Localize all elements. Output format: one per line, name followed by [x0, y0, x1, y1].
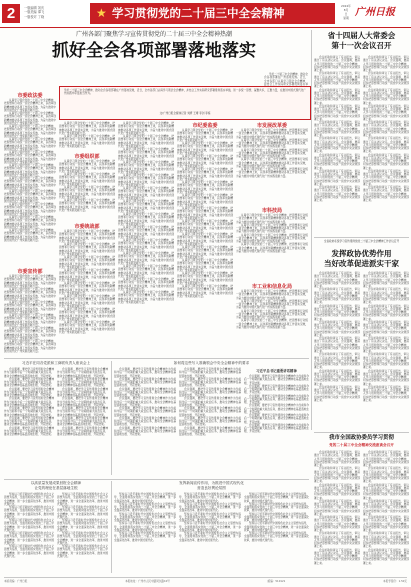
lead-col2-b: 认真学习领会党的二十届三中全会精神，把思想和行动统一到全会精神上来，以改革创新精神推动各项工作落实见效，为奋力推进中国式现代化广州实践贡献力量。 认真学习领会党的二十届三中全会精神，把思想和行动统一到全会精神上来，以改革创新精神推动各项工作落实见效，为奋力推进中国式现代化广州实践贡献力量。 认真学习领会党的二十届三中全会精神，把思想和行动统一到全会精神上来，以改革创新精神推动各项工作落实见效，为奋力推进中国式现代化广州实践贡献力量。 认真学习领会党的二十届三中全会精神，把思想和行动统一到全会精神上来，以改革创新精神推动各项工作落实见效，为奋力推进中国式现代化广州实践贡献力量。 [59, 160, 115, 212]
right-bottom-subhead: 党的二十届三中全会精神交流座谈会召开 [329, 443, 394, 447]
lead-sub-5: 市纪委监委 [192, 123, 218, 129]
middle-band-rule [4, 358, 309, 359]
header-rule [0, 27, 411, 28]
editor-notes: 一版编辑 刘庆 一版美编 谭飞 一版校对 丁晓 [24, 6, 45, 19]
right-bottom-headline: 我市全国政协委员学习贯彻 [329, 435, 394, 441]
lead-byline: 文/广州日报全媒体记者 刘妍 王靖 李剑 李栋 [159, 112, 211, 115]
bottom-band-rule [4, 479, 309, 480]
lead-intro-text: 学好二十届三中全会精神，推动全会各项部署在广州落地见效，近日，全市各部门认真学习领会全会精神，并结合工作实际研究部署贯彻落实举措，进一步统一思想、凝聚共识、汇聚力量，在推进中国式现代化广州实践中彰显担当作为。 [64, 89, 306, 96]
lead-col1-b: 认真学习领会党的二十届三中全会精神，把思想和行动统一到全会精神上来，以改革创新精神推动各项工作落实见效，为奋力推进中国式现代化广州实践贡献力量。 认真学习领会党的二十届三中全会精神，把思想和行动统一到全会精神上来，以改革创新精神推动各项工作落实见效，为奋力推进中国式现代化广州实践贡献力量。 认真学习领会党的二十届三中全会精神，把思想和行动统一到全会精神上来，以改革创新精神推动各项工作落实见效，为奋力推进中国式现代化广州实践贡献力量。 认真学习领会党的二十届三中全会精神，把思想和行动统一到全会精神上来，以改革创新精神推动各项工作落实见效，为奋力推进中国式现代化广州实践贡献力量。 认真学习领会党的二十届三中全会精神，把思想和行动统一到全会精神上来，以改革创新精神推动各项工作落实见效，为奋力推进中国式现代化广州实践贡献力量。 认真学习领会党的二十届三中全会精神，把思想和行动统一到全会精神上来，以改革创新精神推动各项工作落实见效，为奋力推进中国式现代化广州实践贡献力量。 [4, 275, 56, 353]
date-box: 2024年 8月 日 星期 [341, 4, 351, 20]
lead-col2: 认真学习领会党的二十届三中全会精神，把思想和行动统一到全会精神上来，以改革创新精神推动各项工作落实见效，为奋力推进中国式现代化广州实践贡献力量。 认真学习领会党的二十届三中全会精神，把思想和行动统一到全会精神上来，以改革创新精神推动各项工作落实见效，为奋力推进中国式现代化广州实践贡献力量。 [59, 122, 115, 148]
right-bottom-body-2: 会议听取和审议了有关报告，审议通过了有关决议决定。会议强调，要深入学习贯彻党的二十届三中全会精神，切实把思想和行动统一到党中央决策部署上来。 会议听取和审议了有关报告，审议通过了有关决议决定。会议强调，要深入学习贯彻党的二十届三中全会精神，切实把思想和行动统一到党中央决策部署上来。 会议听取和审议了有关报告，审议通过了有关决议决定。会议强调，要深入学习贯彻党的二十届三中全会精神，切实把思想和行动统一到党中央决策部署上来。 会议听取和审议了有关报告，审议通过了有关决议决定。会议强调，要深入学习贯彻党的二十届三中全会精神，切实把思想和行动统一到党中央决策部署上来。 会议听取和审议了有关报告，审议通过了有关决议决定。会议强调，要深入学习贯彻党的二十届三中全会精神，切实把思想和行动统一到党中央决策部署上来。 会议听取和审议了有关报告，审议通过了有关决议决定。会议强调，要深入学习贯彻党的二十届三中全会精神，切实把思想和行动统一到党中央决策部署上来。 会议听取和审议了有关报告，审议通过了有关决议决定。会议强调，要深入学习贯彻党的二十届三中全会精神，切实把思想和行动统一到党中央决策部署上来。 [363, 451, 409, 565]
lead-kicker: 广州各部门聚焦学习宣传贯彻党的二十届三中全会精神热潮 [75, 31, 232, 38]
right-top-body-2: 会议听取和审议了有关报告，审议通过了有关决议决定。会议强调，要深入学习贯彻党的二十届三中全会精神，切实把思想和行动统一到党中央决策部署上来。 会议听取和审议了有关报告，审议通过了有关决议决定。会议强调，要深入学习贯彻党的二十届三中全会精神，切实把思想和行动统一到党中央决策部署上来。 会议听取和审议了有关报告，审议通过了有关决议决定。会议强调，要深入学习贯彻党的二十届三中全会精神，切实把思想和行动统一到党中央决策部署上来。 会议听取和审议了有关报告，审议通过了有关决议决定。会议强调，要深入学习贯彻党的二十届三中全会精神，切实把思想和行动统一到党中央决策部署上来。 会议听取和审议了有关报告，审议通过了有关决议决定。会议强调，要深入学习贯彻党的二十届三中全会精神，切实把思想和行动统一到党中央决策部署上来。 会议听取和审议了有关报告，审议通过了有关决议决定。会议强调，要深入学习贯彻党的二十届三中全会精神，切实把思想和行动统一到党中央决策部署上来。 会议听取和审议了有关报告，审议通过了有关决议决定。会议强调，要深入学习贯彻党的二十届三中全会精神，切实把思想和行动统一到党中央决策部署上来。 会议听取和审议了有关报告，审议通过了有关决议决定。会议强调，要深入学习贯彻党的二十届三中全会精神，切实把思想和行动统一到党中央决策部署上来。 会议听取和审议了有关报告，审议通过了有关决议决定。会议强调，要深入学习贯彻党的二十届三中全会精神，切实把思想和行动统一到党中央决策部署上来。 [363, 56, 409, 202]
right-column-divider [311, 30, 312, 430]
right-divider-1 [314, 237, 409, 238]
lead-sub-2: 市委宣传部 [17, 269, 43, 275]
bottom-left-body-2: 坚持以习近平新时代中国特色社会主义思想为指导，全面贯彻落实党的二十届三中全会精神，进一步全面深化改革，推进中国式现代化。 坚持以习近平新时代中国特色社会主义思想为指导，全面贯彻落实党的二十届三中全会精神，进一步全面深化改革，推进中国式现代化。 坚持以习近平新时代中国特色社会主义思想为指导，全面贯彻落实党的二十届三中全会精神，进一步全面深化改革，推进中国式现代化。 坚持以习近平新时代中国特色社会主义思想为指导，全面贯彻落实党的二十届三中全会精神，进一步全面深化改革，推进中国式现代化。 坚持以习近平新时代中国特色社会主义思想为指导，全面贯彻落实党的二十届三中全会精神，进一步全面深化改革，推进中国式现代化。 [57, 493, 108, 558]
bottom-left-title: 以高质量发展成果回报全会精神 让党的理论在基层落地生根 [30, 481, 82, 490]
footer: 本版责编：广州日报 本报地址：广州市人民中路同乐路10号 邮编：510121 本报零售价：1.50元 [4, 580, 407, 583]
banner-title: 学习贯彻党的二十届三中全会精神 [112, 6, 285, 20]
page-number-box: 2 [2, 4, 20, 23]
lead-col1-a: 认真学习领会党的二十届三中全会精神，把思想和行动统一到全会精神上来，以改革创新精神推动各项工作落实见效，为奋力推进中国式现代化广州实践贡献力量。 认真学习领会党的二十届三中全会精神，把思想和行动统一到全会精神上来，以改革创新精神推动各项工作落实见效，为奋力推进中国式现代化广州实践贡献力量。 认真学习领会党的二十届三中全会精神，把思想和行动统一到全会精神上来，以改革创新精神推动各项工作落实见效，为奋力推进中国式现代化广州实践贡献力量。 认真学习领会党的二十届三中全会精神，把思想和行动统一到全会精神上来，以改革创新精神推动各项工作落实见效，为奋力推进中国式现代化广州实践贡献力量。 认真学习领会党的二十届三中全会精神，把思想和行动统一到全会精神上来，以改革创新精神推动各项工作落实见效，为奋力推进中国式现代化广州实践贡献力量。 认真学习领会党的二十届三中全会精神，把思想和行动统一到全会精神上来，以改革创新精神推动各项工作落实见效，为奋力推进中国式现代化广州实践贡献力量。 认真学习领会党的二十届三中全会精神，把思想和行动统一到全会精神上来，以改革创新精神推动各项工作落实见效，为奋力推进中国式现代化广州实践贡献力量。 认真学习领会党的二十届三中全会精神，把思想和行动统一到全会精神上来，以改革创新精神推动各项工作落实见效，为奋力推进中国式现代化广州实践贡献力量。 认真学习领会党的二十届三中全会精神，把思想和行动统一到全会精神上来，以改革创新精神推动各项工作落实见效，为奋力推进中国式现代化广州实践贡献力量。 认真学习领会党的二十届三中全会精神，把思想和行动统一到全会精神上来，以改革创新精神推动各项工作落实见效，为奋力推进中国式现代化广州实践贡献力量。 认真学习领会党的二十届三中全会精神，把思想和行动统一到全会精神上来，以改革创新精神推动各项工作落实见效，为奋力推进中国式现代化广州实践贡献力量。 [4, 99, 56, 242]
right-bottom-body-1: 会议听取和审议了有关报告，审议通过了有关决议决定。会议强调，要深入学习贯彻党的二十届三中全会精神，切实把思想和行动统一到党中央决策部署上来。 会议听取和审议了有关报告，审议通过了有关决议决定。会议强调，要深入学习贯彻党的二十届三中全会精神，切实把思想和行动统一到党中央决策部署上来。 会议听取和审议了有关报告，审议通过了有关决议决定。会议强调，要深入学习贯彻党的二十届三中全会精神，切实把思想和行动统一到党中央决策部署上来。 会议听取和审议了有关报告，审议通过了有关决议决定。会议强调，要深入学习贯彻党的二十届三中全会精神，切实把思想和行动统一到党中央决策部署上来。 会议听取和审议了有关报告，审议通过了有关决议决定。会议强调，要深入学习贯彻党的二十届三中全会精神，切实把思想和行动统一到党中央决策部署上来。 会议听取和审议了有关报告，审议通过了有关决议决定。会议强调，要深入学习贯彻党的二十届三中全会精神，切实把思想和行动统一到党中央决策部署上来。 会议听取和审议了有关报告，审议通过了有关决议决定。会议强调，要深入学习贯彻党的二十届三中全会精神，切实把思想和行动统一到党中央决策部署上来。 [314, 451, 360, 565]
lead-sub-6: 市发展改革委 [256, 123, 287, 129]
middle-center-body-2: 会议强调，要把学习宣传贯彻全会精神作为当前和今后一个时期的重大政治任务，推动全会精神在基层落地生根、开花结果。 会议强调，要把学习宣传贯彻全会精神作为当前和今后一个时期的重大政治任务，推动全会精神在基层落地生根、开花结果。 会议强调，要把学习宣传贯彻全会精神作为当前和今后一个时期的重大政治任务，推动全会精神在基层落地生根、开花结果。 会议强调，要把学习宣传贯彻全会精神作为当前和今后一个时期的重大政治任务，推动全会精神在基层落地生根、开花结果。 会议强调，要把学习宣传贯彻全会精神作为当前和今后一个时期的重大政治任务，推动全会精神在基层落地生根、开花结果。 会议强调，要把学习宣传贯彻全会精神作为当前和今后一个时期的重大政治任务，推动全会精神在基层落地生根、开花结果。 会议强调，要把学习宣传贯彻全会精神作为当前和今后一个时期的重大政治任务，推动全会精神在基层落地生根、开花结果。 [179, 368, 241, 436]
right-mid-subhead: 全省政协系统学习宣传贯彻党的二十届三中全会精神工作会议召开 [323, 240, 400, 243]
middle-center-body-3: 会议强调，要把学习宣传贯彻全会精神作为当前和今后一个时期的重大政治任务，推动全会精神在基层落地生根、开花结果。 会议强调，要把学习宣传贯彻全会精神作为当前和今后一个时期的重大政治任务，推动全会精神在基层落地生根、开花结果。 会议强调，要把学习宣传贯彻全会精神作为当前和今后一个时期的重大政治任务，推动全会精神在基层落地生根、开花结果。 会议强调，要把学习宣传贯彻全会精神作为当前和今后一个时期的重大政治任务，推动全会精神在基层落地生根、开花结果。 会议强调，要把学习宣传贯彻全会精神作为当前和今后一个时期的重大政治任务，推动全会精神在基层落地生根、开花结果。 会议强调，要把学习宣传贯彻全会精神作为当前和今后一个时期的重大政治任务，推动全会精神在基层落地生根、开花结果。 [244, 375, 309, 434]
right-mid-body-2: 会议听取和审议了有关报告，审议通过了有关决议决定。会议强调，要深入学习贯彻党的二十届三中全会精神，切实把思想和行动统一到党中央决策部署上来。 会议听取和审议了有关报告，审议通过了有关决议决定。会议强调，要深入学习贯彻党的二十届三中全会精神，切实把思想和行动统一到党中央决策部署上来。 会议听取和审议了有关报告，审议通过了有关决议决定。会议强调，要深入学习贯彻党的二十届三中全会精神，切实把思想和行动统一到党中央决策部署上来。 会议听取和审议了有关报告，审议通过了有关决议决定。会议强调，要深入学习贯彻党的二十届三中全会精神，切实把思想和行动统一到党中央决策部署上来。 会议听取和审议了有关报告，审议通过了有关决议决定。会议强调，要深入学习贯彻党的二十届三中全会精神，切实把思想和行动统一到党中央决策部署上来。 会议听取和审议了有关报告，审议通过了有关决议决定。会议强调，要深入学习贯彻党的二十届三中全会精神，切实把思想和行动统一到党中央决策部署上来。 会议听取和审议了有关报告，审议通过了有关决议决定。会议强调，要深入学习贯彻党的二十届三中全会精神，切实把思想和行动统一到党中央决策部署上来。 会议听取和审议了有关报告，审议通过了有关决议决定。会议强调，要深入学习贯彻党的二十届三中全会精神，切实把思想和行动统一到党中央决策部署上来。 [363, 272, 409, 402]
bottom-right-body-3: 坚持以习近平新时代中国特色社会主义思想为指导，全面贯彻落实党的二十届三中全会精神，进一步全面深化改革，推进中国式现代化。 坚持以习近平新时代中国特色社会主义思想为指导，全面贯彻落实党的二十届三中全会精神，进一步全面深化改革，推进中国式现代化。 坚持以习近平新时代中国特色社会主义思想为指导，全面贯彻落实党的二十届三中全会精神，进一步全面深化改革，推进中国式现代化。 坚持以习近平新时代中国特色社会主义思想为指导，全面贯彻落实党的二十届三中全会精神，进一步全面深化改革，推进中国式现代化。 坚持以习近平新时代中国特色社会主义思想为指导，全面贯彻落实党的二十届三中全会精神，进一步全面深化改革，推进中国式现代化。 [244, 493, 309, 542]
lead-col5: 认真学习领会党的二十届三中全会精神，把思想和行动统一到全会精神上来，以改革创新精神推动各项工作落实见效，为奋力推进中国式现代化广州实践贡献力量。 认真学习领会党的二十届三中全会精神，把思想和行动统一到全会精神上来，以改革创新精神推动各项工作落实见效，为奋力推进中国式现代化广州实践贡献力量。 认真学习领会党的二十届三中全会精神，把思想和行动统一到全会精神上来，以改革创新精神推动各项工作落实见效，为奋力推进中国式现代化广州实践贡献力量。 认真学习领会党的二十届三中全会精神，把思想和行动统一到全会精神上来，以改革创新精神推动各项工作落实见效，为奋力推进中国式现代化广州实践贡献力量。 认真学习领会党的二十届三中全会精神，把思想和行动统一到全会精神上来，以改革创新精神推动各项工作落实见效，为奋力推进中国式现代化广州实践贡献力量。 [236, 129, 308, 178]
middle-left-body-1: 会议强调，要把学习宣传贯彻全会精神作为当前和今后一个时期的重大政治任务，推动全会精神在基层落地生根、开花结果。 会议强调，要把学习宣传贯彻全会精神作为当前和今后一个时期的重大政治任务，推动全会精神在基层落地生根、开花结果。 会议强调，要把学习宣传贯彻全会精神作为当前和今后一个时期的重大政治任务，推动全会精神在基层落地生根、开花结果。 会议强调，要把学习宣传贯彻全会精神作为当前和今后一个时期的重大政治任务，推动全会精神在基层落地生根、开花结果。 会议强调，要把学习宣传贯彻全会精神作为当前和今后一个时期的重大政治任务，推动全会精神在基层落地生根、开花结果。 会议强调，要把学习宣传贯彻全会精神作为当前和今后一个时期的重大政治任务，推动全会精神在基层落地生根、开花结果。 会议强调，要把学习宣传贯彻全会精神作为当前和今后一个时期的重大政治任务，推动全会精神在基层落地生根、开花结果。 [4, 368, 54, 436]
bottom-right-body-2: 坚持以习近平新时代中国特色社会主义思想为指导，全面贯彻落实党的二十届三中全会精神，进一步全面深化改革，推进中国式现代化。 坚持以习近平新时代中国特色社会主义思想为指导，全面贯彻落实党的二十届三中全会精神，进一步全面深化改革，推进中国式现代化。 坚持以习近平新时代中国特色社会主义思想为指导，全面贯彻落实党的二十届三中全会精神，进一步全面深化改革，推进中国式现代化。 坚持以习近平新时代中国特色社会主义思想为指导，全面贯彻落实党的二十届三中全会精神，进一步全面深化改革，推进中国式现代化。 坚持以习近平新时代中国特色社会主义思想为指导，全面贯彻落实党的二十届三中全会精神，进一步全面深化改革，推进中国式现代化。 [179, 493, 241, 542]
middle-center-subhead: 习近平总书记重要讲话精神 [256, 369, 297, 373]
bottom-right-body-1: 坚持以习近平新时代中国特色社会主义思想为指导，全面贯彻落实党的二十届三中全会精神，进一步全面深化改革，推进中国式现代化。 坚持以习近平新时代中国特色社会主义思想为指导，全面贯彻落实党的二十届三中全会精神，进一步全面深化改革，推进中国式现代化。 坚持以习近平新时代中国特色社会主义思想为指导，全面贯彻落实党的二十届三中全会精神，进一步全面深化改革，推进中国式现代化。 坚持以习近平新时代中国特色社会主义思想为指导，全面贯彻落实党的二十届三中全会精神，进一步全面深化改革，推进中国式现代化。 坚持以习近平新时代中国特色社会主义思想为指导，全面贯彻落实党的二十届三中全会精神，进一步全面深化改革，推进中国式现代化。 [114, 493, 176, 542]
right-top-body-1: 会议听取和审议了有关报告，审议通过了有关决议决定。会议强调，要深入学习贯彻党的二十届三中全会精神，切实把思想和行动统一到党中央决策部署上来。 会议听取和审议了有关报告，审议通过了有关决议决定。会议强调，要深入学习贯彻党的二十届三中全会精神，切实把思想和行动统一到党中央决策部署上来。 会议听取和审议了有关报告，审议通过了有关决议决定。会议强调，要深入学习贯彻党的二十届三中全会精神，切实把思想和行动统一到党中央决策部署上来。 会议听取和审议了有关报告，审议通过了有关决议决定。会议强调，要深入学习贯彻党的二十届三中全会精神，切实把思想和行动统一到党中央决策部署上来。 会议听取和审议了有关报告，审议通过了有关决议决定。会议强调，要深入学习贯彻党的二十届三中全会精神，切实把思想和行动统一到党中央决策部署上来。 会议听取和审议了有关报告，审议通过了有关决议决定。会议强调，要深入学习贯彻党的二十届三中全会精神，切实把思想和行动统一到党中央决策部署上来。 会议听取和审议了有关报告，审议通过了有关决议决定。会议强调，要深入学习贯彻党的二十届三中全会精神，切实把思想和行动统一到党中央决策部署上来。 会议听取和审议了有关报告，审议通过了有关决议决定。会议强调，要深入学习贯彻党的二十届三中全会精神，切实把思想和行动统一到党中央决策部署上来。 会议听取和审议了有关报告，审议通过了有关决议决定。会议强调，要深入学习贯彻党的二十届三中全会精神，切实把思想和行动统一到党中央决策部署上来。 [314, 56, 360, 202]
lead-col3: 认真学习领会党的二十届三中全会精神，把思想和行动统一到全会精神上来，以改革创新精神推动各项工作落实见效，为奋力推进中国式现代化广州实践贡献力量。 认真学习领会党的二十届三中全会精神，把思想和行动统一到全会精神上来，以改革创新精神推动各项工作落实见效，为奋力推进中国式现代化广州实践贡献力量。 认真学习领会党的二十届三中全会精神，把思想和行动统一到全会精神上来，以改革创新精神推动各项工作落实见效，为奋力推进中国式现代化广州实践贡献力量。 认真学习领会党的二十届三中全会精神，把思想和行动统一到全会精神上来，以改革创新精神推动各项工作落实见效，为奋力推进中国式现代化广州实践贡献力量。 认真学习领会党的二十届三中全会精神，把思想和行动统一到全会精神上来，以改革创新精神推动各项工作落实见效，为奋力推进中国式现代化广州实践贡献力量。 认真学习领会党的二十届三中全会精神，把思想和行动统一到全会精神上来，以改革创新精神推动各项工作落实见效，为奋力推进中国式现代化广州实践贡献力量。 认真学习领会党的二十届三中全会精神，把思想和行动统一到全会精神上来，以改革创新精神推动各项工作落实见效，为奋力推进中国式现代化广州实践贡献力量。 认真学习领会党的二十届三中全会精神，把思想和行动统一到全会精神上来，以改革创新精神推动各项工作落实见效，为奋力推进中国式现代化广州实践贡献力量。 认真学习领会党的二十届三中全会精神，把思想和行动统一到全会精神上来，以改革创新精神推动各项工作落实见效，为奋力推进中国式现代化广州实践贡献力量。 认真学习领会党的二十届三中全会精神，把思想和行动统一到全会精神上来，以改革创新精神推动各项工作落实见效，为奋力推进中国式现代化广州实践贡献力量。 认真学习领会党的二十届三中全会精神，把思想和行动统一到全会精神上来，以改革创新精神推动各项工作落实见效，为奋力推进中国式现代化广州实践贡献力量。 认真学习领会党的二十届三中全会精神，把思想和行动统一到全会精神上来，以改革创新精神推动各项工作落实见效，为奋力推进中国式现代化广州实践贡献力量。 认真学习领会党的二十届三中全会精神，把思想和行动统一到全会精神上来，以改革创新精神推动各项工作落实见效，为奋力推进中国式现代化广州实践贡献力量。 认真学习领会党的二十届三中全会精神，把思想和行动统一到全会精神上来，以改革创新精神推动各项工作落实见效，为奋力推进中国式现代化广州实践贡献力量。 [118, 122, 174, 304]
lead-sub-7: 市科技局 [261, 208, 282, 214]
right-top-headline: 省十四届人大常委会 第十一次会议召开 [327, 31, 396, 50]
right-mid-body-1: 会议听取和审议了有关报告，审议通过了有关决议决定。会议强调，要深入学习贯彻党的二十届三中全会精神，切实把思想和行动统一到党中央决策部署上来。 会议听取和审议了有关报告，审议通过了有关决议决定。会议强调，要深入学习贯彻党的二十届三中全会精神，切实把思想和行动统一到党中央决策部署上来。 会议听取和审议了有关报告，审议通过了有关决议决定。会议强调，要深入学习贯彻党的二十届三中全会精神，切实把思想和行动统一到党中央决策部署上来。 会议听取和审议了有关报告，审议通过了有关决议决定。会议强调，要深入学习贯彻党的二十届三中全会精神，切实把思想和行动统一到党中央决策部署上来。 会议听取和审议了有关报告，审议通过了有关决议决定。会议强调，要深入学习贯彻党的二十届三中全会精神，切实把思想和行动统一到党中央决策部署上来。 会议听取和审议了有关报告，审议通过了有关决议决定。会议强调，要深入学习贯彻党的二十届三中全会精神，切实把思想和行动统一到党中央决策部署上来。 会议听取和审议了有关报告，审议通过了有关决议决定。会议强调，要深入学习贯彻党的二十届三中全会精神，切实把思想和行动统一到党中央决策部署上来。 会议听取和审议了有关报告，审议通过了有关决议决定。会议强调，要深入学习贯彻党的二十届三中全会精神，切实把思想和行动统一到党中央决策部署上来。 [314, 272, 360, 402]
star-icon: ★ [96, 6, 107, 20]
lead-col4: 认真学习领会党的二十届三中全会精神，把思想和行动统一到全会精神上来，以改革创新精神推动各项工作落实见效，为奋力推进中国式现代化广州实践贡献力量。 认真学习领会党的二十届三中全会精神，把思想和行动统一到全会精神上来，以改革创新精神推动各项工作落实见效，为奋力推进中国式现代化广州实践贡献力量。 认真学习领会党的二十届三中全会精神，把思想和行动统一到全会精神上来，以改革创新精神推动各项工作落实见效，为奋力推进中国式现代化广州实践贡献力量。 认真学习领会党的二十届三中全会精神，把思想和行动统一到全会精神上来，以改革创新精神推动各项工作落实见效，为奋力推进中国式现代化广州实践贡献力量。 认真学习领会党的二十届三中全会精神，把思想和行动统一到全会精神上来，以改革创新精神推动各项工作落实见效，为奋力推进中国式现代化广州实践贡献力量。 认真学习领会党的二十届三中全会精神，把思想和行动统一到全会精神上来，以改革创新精神推动各项工作落实见效，为奋力推进中国式现代化广州实践贡献力量。 认真学习领会党的二十届三中全会精神，把思想和行动统一到全会精神上来，以改革创新精神推动各项工作落实见效，为奋力推进中国式现代化广州实践贡献力量。 认真学习领会党的二十届三中全会精神，把思想和行动统一到全会精神上来，以改革创新精神推动各项工作落实见效，为奋力推进中国式现代化广州实践贡献力量。 认真学习领会党的二十届三中全会精神，把思想和行动统一到全会精神上来，以改革创新精神推动各项工作落实见效，为奋力推进中国式现代化广州实践贡献力量。 认真学习领会党的二十届三中全会精神，把思想和行动统一到全会精神上来，以改革创新精神推动各项工作落实见效，为奋力推进中国式现代化广州实践贡献力量。 认真学习领会党的二十届三中全会精神，把思想和行动统一到全会精神上来，以改革创新精神推动各项工作落实见效，为奋力推进中国式现代化广州实践贡献力量。 认真学习领会党的二十届三中全会精神，把思想和行动统一到全会精神上来，以改革创新精神推动各项工作落实见效，为奋力推进中国式现代化广州实践贡献力量。 认真学习领会党的二十届三中全会精神，把思想和行动统一到全会精神上来，以改革创新精神推动各项工作落实见效，为奋力推进中国式现代化广州实践贡献力量。 [177, 129, 233, 298]
lead-summary-box: 学好二十届三中全会精神，推动全会各项部署在广州落地见效。近日，全市各部门认真学习领会全会精神，并结合工作实际研究部署贯彻落实举 [264, 73, 308, 86]
lead-headline: 抓好全会各项部署落地落实 [52, 41, 256, 61]
lead-intro-box [59, 86, 311, 120]
middle-center-body-1: 会议强调，要把学习宣传贯彻全会精神作为当前和今后一个时期的重大政治任务，推动全会精神在基层落地生根、开花结果。 会议强调，要把学习宣传贯彻全会精神作为当前和今后一个时期的重大政治任务，推动全会精神在基层落地生根、开花结果。 会议强调，要把学习宣传贯彻全会精神作为当前和今后一个时期的重大政治任务，推动全会精神在基层落地生根、开花结果。 会议强调，要把学习宣传贯彻全会精神作为当前和今后一个时期的重大政治任务，推动全会精神在基层落地生根、开花结果。 会议强调，要把学习宣传贯彻全会精神作为当前和今后一个时期的重大政治任务，推动全会精神在基层落地生根、开花结果。 会议强调，要把学习宣传贯彻全会精神作为当前和今后一个时期的重大政治任务，推动全会精神在基层落地生根、开花结果。 会议强调，要把学习宣传贯彻全会精神作为当前和今后一个时期的重大政治任务，推动全会精神在基层落地生根、开花结果。 [114, 368, 176, 436]
lead-col5-c: 认真学习领会党的二十届三中全会精神，把思想和行动统一到全会精神上来，以改革创新精神推动各项工作落实见效，为奋力推进中国式现代化广州实践贡献力量。 认真学习领会党的二十届三中全会精神，把思想和行动统一到全会精神上来，以改革创新精神推动各项工作落实见效，为奋力推进中国式现代化广州实践贡献力量。 认真学习领会党的二十届三中全会精神，把思想和行动统一到全会精神上来，以改革创新精神推动各项工作落实见效，为奋力推进中国式现代化广州实践贡献力量。 认真学习领会党的二十届三中全会精神，把思想和行动统一到全会精神上来，以改革创新精神推动各项工作落实见效，为奋力推进中国式现代化广州实践贡献力量。 [236, 290, 308, 329]
masthead-logo: 广州日报 [355, 7, 395, 18]
middle-center-title: 如何将这些写入准确领会中央全会精神中的要求 [173, 361, 250, 365]
footer-rule [4, 577, 407, 578]
lead-col2-c: 认真学习领会党的二十届三中全会精神，把思想和行动统一到全会精神上来，以改革创新精神推动各项工作落实见效，为奋力推进中国式现代化广州实践贡献力量。 认真学习领会党的二十届三中全会精神，把思想和行动统一到全会精神上来，以改革创新精神推动各项工作落实见效，为奋力推进中国式现代化广州实践贡献力量。 认真学习领会党的二十届三中全会精神，把思想和行动统一到全会精神上来，以改革创新精神推动各项工作落实见效，为奋力推进中国式现代化广州实践贡献力量。 认真学习领会党的二十届三中全会精神，把思想和行动统一到全会精神上来，以改革创新精神推动各项工作落实见效，为奋力推进中国式现代化广州实践贡献力量。 认真学习领会党的二十届三中全会精神，把思想和行动统一到全会精神上来，以改革创新精神推动各项工作落实见效，为奋力推进中国式现代化广州实践贡献力量。 认真学习领会党的二十届三中全会精神，把思想和行动统一到全会精神上来，以改革创新精神推动各项工作落实见效，为奋力推进中国式现代化广州实践贡献力量。 认真学习领会党的二十届三中全会精神，把思想和行动统一到全会精神上来，以改革创新精神推动各项工作落实见效，为奋力推进中国式现代化广州实践贡献力量。 认真学习领会党的二十届三中全会精神，把思想和行动统一到全会精神上来，以改革创新精神推动各项工作落实见效，为奋力推进中国式现代化广州实践贡献力量。 [59, 230, 115, 334]
middle-left-title: 习近平在同各党派和工商联负责人座谈会上 [21, 361, 91, 365]
right-divider-2 [314, 432, 409, 433]
lead-sub-8: 市工业和信息化局 [251, 284, 292, 290]
right-mid-headline: 发挥政协优势作用 当好改革促进派实干家 [324, 249, 399, 268]
bottom-right-title: 发挥新闻宣传作用，为推进中国式现代化 营造良好舆论氛围 [179, 481, 244, 490]
bottom-divider [111, 481, 112, 573]
lead-sub-1: 市委政法委 [17, 93, 43, 99]
page-header [0, 0, 411, 27]
lead-col5-b: 认真学习领会党的二十届三中全会精神，把思想和行动统一到全会精神上来，以改革创新精神推动各项工作落实见效，为奋力推进中国式现代化广州实践贡献力量。 认真学习领会党的二十届三中全会精神，把思想和行动统一到全会精神上来，以改革创新精神推动各项工作落实见效，为奋力推进中国式现代化广州实践贡献力量。 认真学习领会党的二十届三中全会精神，把思想和行动统一到全会精神上来，以改革创新精神推动各项工作落实见效，为奋力推进中国式现代化广州实践贡献力量。 认真学习领会党的二十届三中全会精神，把思想和行动统一到全会精神上来，以改革创新精神推动各项工作落实见效，为奋力推进中国式现代化广州实践贡献力量。 [236, 214, 308, 253]
middle-divider [111, 361, 112, 475]
lead-sub-4: 市委统战部 [74, 224, 100, 230]
bottom-left-body-1: 坚持以习近平新时代中国特色社会主义思想为指导，全面贯彻落实党的二十届三中全会精神，进一步全面深化改革，推进中国式现代化。 坚持以习近平新时代中国特色社会主义思想为指导，全面贯彻落实党的二十届三中全会精神，进一步全面深化改革，推进中国式现代化。 坚持以习近平新时代中国特色社会主义思想为指导，全面贯彻落实党的二十届三中全会精神，进一步全面深化改革，推进中国式现代化。 坚持以习近平新时代中国特色社会主义思想为指导，全面贯彻落实党的二十届三中全会精神，进一步全面深化改革，推进中国式现代化。 坚持以习近平新时代中国特色社会主义思想为指导，全面贯彻落实党的二十届三中全会精神，进一步全面深化改革，推进中国式现代化。 [4, 493, 54, 558]
lead-sub-3: 市委组织部 [74, 154, 100, 160]
section-banner [90, 3, 335, 24]
middle-left-body-2: 会议强调，要把学习宣传贯彻全会精神作为当前和今后一个时期的重大政治任务，推动全会精神在基层落地生根、开花结果。 会议强调，要把学习宣传贯彻全会精神作为当前和今后一个时期的重大政治任务，推动全会精神在基层落地生根、开花结果。 会议强调，要把学习宣传贯彻全会精神作为当前和今后一个时期的重大政治任务，推动全会精神在基层落地生根、开花结果。 会议强调，要把学习宣传贯彻全会精神作为当前和今后一个时期的重大政治任务，推动全会精神在基层落地生根、开花结果。 会议强调，要把学习宣传贯彻全会精神作为当前和今后一个时期的重大政治任务，推动全会精神在基层落地生根、开花结果。 会议强调，要把学习宣传贯彻全会精神作为当前和今后一个时期的重大政治任务，推动全会精神在基层落地生根、开花结果。 会议强调，要把学习宣传贯彻全会精神作为当前和今后一个时期的重大政治任务，推动全会精神在基层落地生根、开花结果。 [57, 368, 108, 436]
